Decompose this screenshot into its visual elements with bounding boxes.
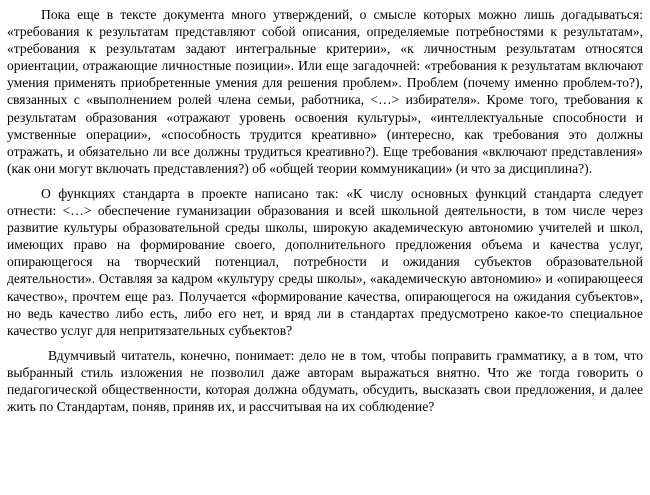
paragraph-1: Пока еще в тексте документа много утверждений, о смысле которых можно лишь догадываться: «требования к результатам представляют собой описания, определяемые потребностями к результатам», «требования к результатам задают интегральные критерии», «к личностным результатам относятся ориентации, отражающие личностные позиции». Или еще загадочней: «требования к результатам включают умения применять приобретенные умения для решения проблем». Проблем (почему именно проблем-то?), связанных с «выполнением ролей члена семьи, работника, <…> избирателя». Кроме того, требования к результатам образования «отражают уровень освоения культуры», «интеллектуальные способности и умственные операции», «способность трудится креативно» (интересно, как требования это должны отражать, и обязательно ли все должны трудиться креативно?). Еще требования «включают представления» (как они могут включать представления?) об «общей теории коммуникации» (и что за дисциплина?). — [7, 7, 643, 176]
paragraph-2: О функциях стандарта в проекте написано так: «К числу основных функций стандарта следует отнести: <…> обеспечение гуманизации образования и всей школьной деятельности, в том числе через развитие культуры образовательной среды школы, широкую академическую автономию учителей и школ, имеющих право на формирование своего, дополнительного предложения объема и качества услуг, опирающегося на творческий потенциал, потребности и ожидания субъектов образовательной деятельности». Оставляя за кадром «культуру среды школы», «академическую автономию» и «опирающееся качество», прочтем еще раз. Получается «формирование качества, опирающегося на ожидания субъектов», но ведь качество либо есть, либо его нет, и вряд ли в стандартах предусмотрено какое-то специальное качество услуг для непритязательных субъектов? — [7, 185, 643, 338]
paragraph-3: Вдумчивый читатель, конечно, понимает: дело не в том, чтобы поправить грамматику, а в том, что выбранный стиль изложения не позволил даже авторам выражаться внятно. Что же тогда говорить о педагогической общественности, которая должна обдумать, обсудить, высказать свои предложения, и далее жить по Стандартам, поняв, приняв их, и рассчитывая на их соблюдение? — [7, 347, 643, 415]
